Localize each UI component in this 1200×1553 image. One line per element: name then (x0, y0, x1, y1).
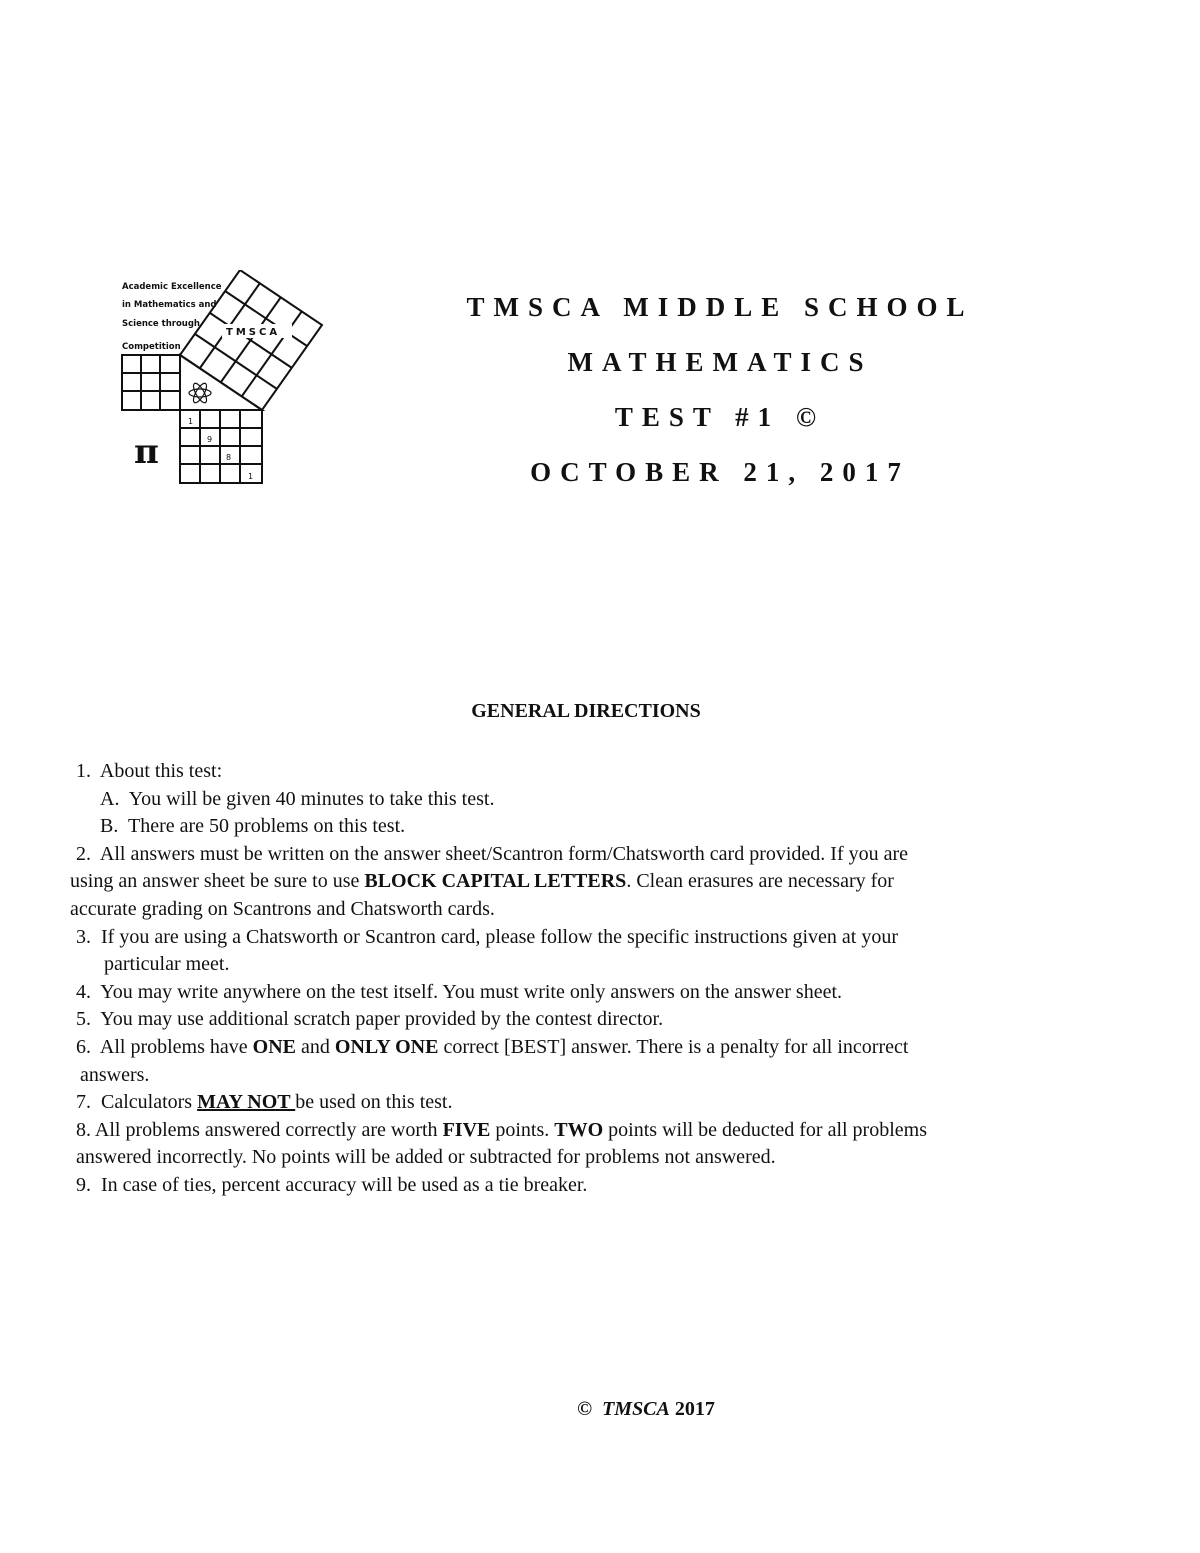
item-number: 7. (76, 1091, 91, 1114)
title-line-4: OCTOBER 21, 2017 (530, 457, 910, 487)
direction-item-2 (70, 841, 1110, 869)
directions-heading: GENERAL DIRECTIONS (471, 700, 701, 722)
logo-text-line-1: Academic Excellence (122, 282, 222, 292)
item-number: 1. (76, 760, 91, 782)
item-number: 4. (76, 980, 91, 1003)
item-text: correct [BEST] answer. There is a penalty for all incorrect (438, 1035, 909, 1058)
title-line-1: TMSCA MIDDLE SCHOOL (466, 292, 974, 322)
grid-digit-4: 1 (248, 472, 254, 481)
direction-item-6 (70, 1034, 1110, 1062)
logo-text-line-4: Competition (122, 342, 181, 352)
item-number: 5. (76, 1008, 91, 1031)
item-text: Calculators (101, 1091, 198, 1114)
item-text: You will be given 40 minutes to take this test. (128, 787, 495, 810)
item-text: You may use additional scratch paper provided by the contest director. (100, 1008, 664, 1031)
direction-item-2-cont (70, 868, 1110, 896)
item-text: You may write anywhere on the test itself. You must write only answers on the answer sheet. (100, 980, 843, 1003)
title-line-3: TEST #1 © (614, 402, 826, 432)
item-number: A. (100, 787, 120, 810)
direction-item-6-cont (70, 1062, 1110, 1090)
item-number: 2. (76, 842, 91, 865)
item-emphasis: ONLY ONE (334, 1035, 439, 1058)
item-text: accurate grading on Scantrons and Chatsworth cards. (70, 897, 495, 920)
direction-item-8-cont (70, 1144, 1110, 1172)
item-emphasis: ONE (252, 1035, 296, 1058)
item-number: 6. (76, 1035, 91, 1058)
item-emphasis: BLOCK CAPITAL LETTERS (364, 870, 627, 893)
copyright-symbol: © (577, 1398, 593, 1420)
item-text: All problems have (99, 1035, 253, 1058)
item-text: All answers must be written on the answer sheet/Scantron form/Chatsworth card provided. If you are (99, 842, 909, 865)
grid-digit-1: 1 (188, 417, 194, 426)
direction-item-8 (70, 1117, 1110, 1145)
direction-item-2-cont2 (70, 896, 1110, 924)
pythagorean-logo-graphic (112, 270, 332, 490)
item-number: B. (100, 815, 119, 838)
direction-item-3 (70, 924, 1110, 952)
grid-digit-2: 9 (207, 435, 213, 444)
item-emphasis: MAY NOT (197, 1091, 296, 1114)
item-text: answers. (80, 1063, 150, 1086)
direction-item-9 (70, 1172, 1110, 1200)
direction-item-3-cont (70, 951, 1110, 979)
item-number: 3. (76, 925, 91, 948)
item-emphasis: FIVE (442, 1118, 491, 1141)
tmsca-logo (112, 270, 332, 490)
copyright-footer (0, 1398, 1200, 1421)
title-line-2: MATHEMATICS (567, 347, 873, 377)
item-text: There are 50 problems on this test. (127, 815, 406, 838)
footer-org: TMSCA (602, 1398, 670, 1420)
logo-text-line-3: Science through (122, 319, 200, 329)
test-title (380, 280, 1060, 500)
pi-icon: π (134, 432, 159, 472)
direction-item-1a (70, 786, 1110, 814)
atom-icon (189, 381, 211, 404)
direction-item-7 (70, 1089, 1110, 1117)
logo-text-line-2: in Mathematics and (122, 300, 217, 310)
direction-item-1b (70, 813, 1110, 841)
item-text: In case of ties, percent accuracy will be used as a tie breaker. (101, 1173, 588, 1196)
item-text: points will be deducted for all problems (603, 1118, 927, 1141)
direction-item-1 (70, 758, 1110, 786)
direction-item-5 (70, 1006, 1110, 1034)
item-text: answered incorrectly. No points will be added or subtracted for problems not answered. (76, 1146, 776, 1169)
item-text: particular meet. (104, 953, 230, 976)
direction-item-4 (70, 979, 1110, 1007)
footer-year: 2017 (674, 1398, 715, 1420)
item-text: About this test: (99, 760, 223, 782)
logo-banner: TMSCA (226, 327, 281, 338)
item-text: points. (490, 1118, 555, 1141)
item-text: using an answer sheet be sure to use (70, 870, 365, 893)
item-emphasis: TWO (554, 1118, 604, 1141)
item-number: 9. (76, 1173, 91, 1196)
item-text: be used on this test. (295, 1091, 453, 1114)
item-text: and (296, 1035, 335, 1058)
grid-digit-3: 8 (226, 453, 232, 462)
item-text: If you are using a Chatsworth or Scantron card, please follow the specific instructions given at your (101, 925, 899, 948)
item-text: . Clean erasures are necessary for (626, 870, 894, 893)
directions-list (70, 758, 1110, 1200)
item-text: All problems answered correctly are worth (94, 1118, 443, 1141)
item-number: 8. (76, 1118, 91, 1141)
